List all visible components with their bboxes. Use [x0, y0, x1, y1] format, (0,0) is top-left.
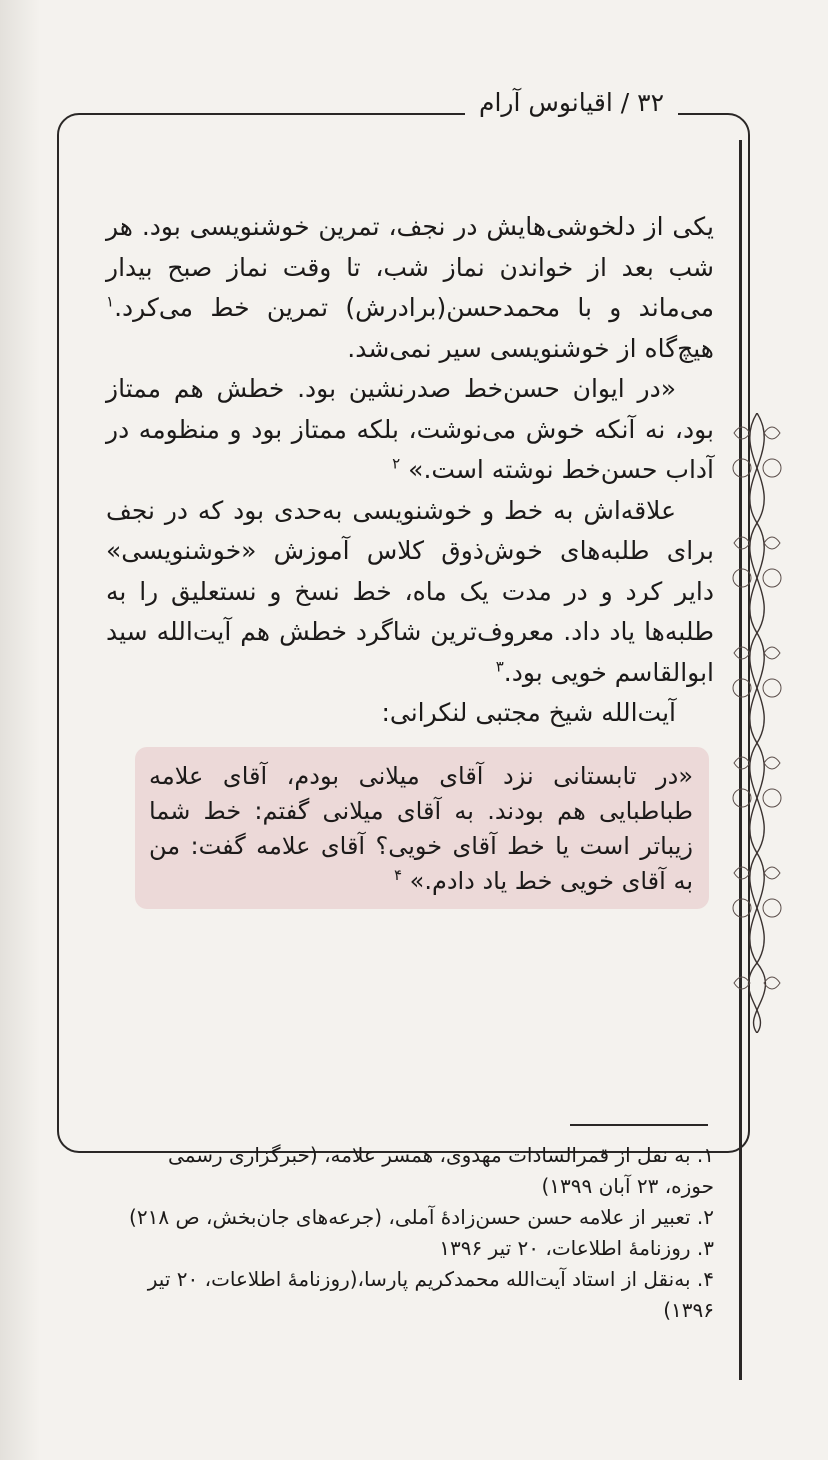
quote-text: «در تابستانی نزد آقای میلانی بودم، آقای علامه طباطبایی هم بودند. به آقای میلانی گفتم: خط شما زیباتر است یا خط آقای خویی؟ آقای علامه گفت: من به آقای خویی خط یاد دادم.» — [149, 762, 693, 895]
page-gutter-shadow — [0, 0, 40, 1460]
floral-vine-ornament-icon — [722, 413, 792, 1033]
footnote-ref-1[interactable]: ۱ — [106, 292, 115, 311]
paragraph-3: علاقه‌اش به خط و خوشنویسی به‌حدی بود که در نجف برای طلبه‌های خوش‌ذوق کلاس آموزش «خوشنویسی» دایر کرد و در مدت یک ماه، خط نسخ و نستعلیق را به طلبه‌ها یاد داد. معروف‌ترین شاگرد خطش هم آیت‌الله سید ابوالقاسم خویی بود.$^۳$ — [106, 495, 714, 687]
footnote-ref-4[interactable]: ۴ — [393, 866, 402, 884]
footnote-separator — [570, 1124, 708, 1126]
speaker-line: آیت‌الله شیخ مجتبی لنکرانی: — [381, 698, 676, 727]
running-header: ۳۲ / اقیانوس آرام — [465, 88, 678, 117]
paragraph-2: «در ایوان حسن‌خط صدرنشین بود. خطش هم ممتاز بود، نه آنکه خوش می‌نوشت، بلکه ممتاز بود و منظومه در آداب حسن‌خط نوشته است.» $^۲$ — [106, 374, 714, 484]
quote-box — [135, 747, 709, 909]
main-text — [106, 207, 714, 734]
footnote-ref-2[interactable]: ۲ — [392, 454, 401, 473]
footnotes — [120, 1140, 714, 1326]
footnote-2: ۲. تعبیر از علامه حسن حسن‌زادهٔ آملی، (جرعه‌های جان‌بخش، ص ۲۱۸) — [129, 1205, 714, 1229]
footnote-ref-3[interactable]: ۳ — [495, 657, 504, 676]
footnote-3: ۳. روزنامهٔ اطلاعات، ۲۰ تیر ۱۳۹۶ — [439, 1236, 714, 1260]
footnote-1: ۱. به نقل از قمرالسادات مهدوی، همسر علامه، (خبرگزاری رسمی حوزه، ۲۳ آبان ۱۳۹۹) — [168, 1143, 714, 1198]
paragraph-1: یکی از دلخوشی‌هایش در نجف، تمرین خوشنویسی بود. هر شب بعد از خواندن نماز شب، تا وقت نماز صبح بیدار می‌ماند و با محمدحسن(برادرش) تمرین خط می‌کرد.$^۱$ هیچ‌گاه از خوشنویسی سیر نمی‌شد. — [106, 212, 714, 363]
footnote-4: ۴. به‌نقل از استاد آیت‌الله محمدکریم پارسا،(روزنامهٔ اطلاعات، ۲۰ تیر ۱۳۹۶) — [147, 1267, 714, 1322]
